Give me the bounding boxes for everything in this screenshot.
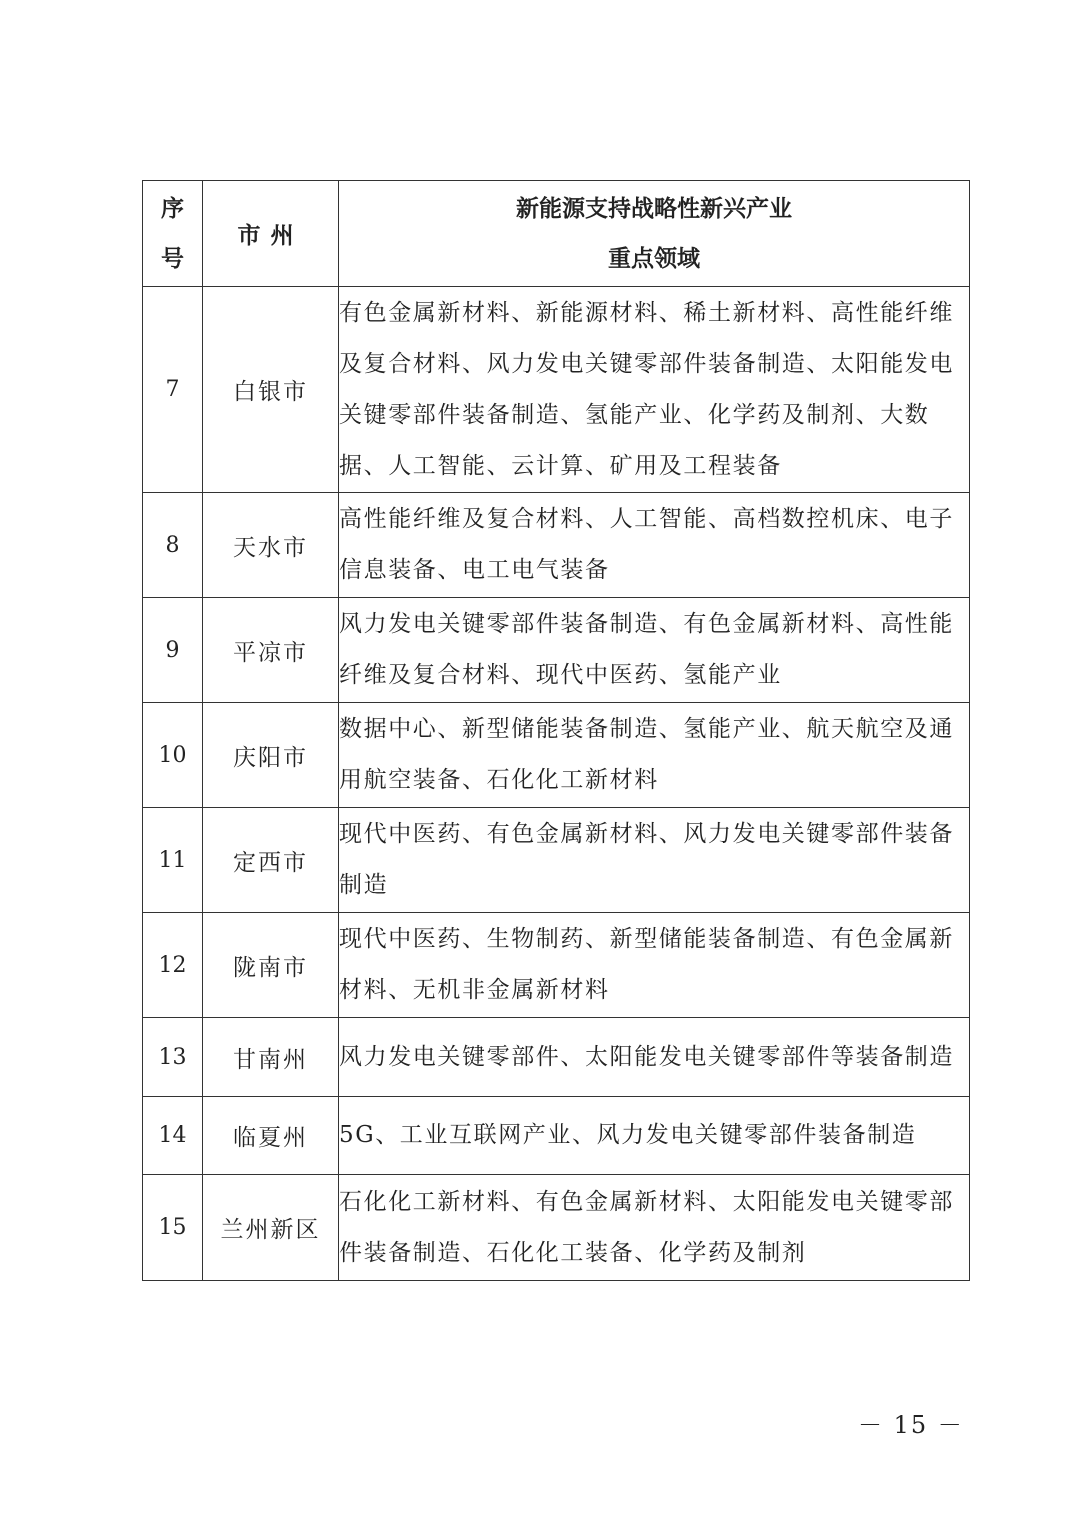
table-row — [143, 493, 970, 598]
header-seq-line1: 序 — [161, 195, 184, 222]
row-number: 9 — [143, 598, 203, 703]
table-row — [143, 703, 970, 808]
row-fields: 现代中医药、生物制药、新型储能装备制造、有色金属新材料、无机非金属新材料 — [339, 913, 970, 1018]
header-seq — [143, 181, 203, 287]
row-number: 7 — [143, 287, 203, 493]
table-header-row — [143, 181, 970, 287]
row-city: 天水市 — [203, 493, 339, 598]
table-row — [143, 808, 970, 913]
table-row — [143, 1097, 970, 1175]
row-fields: 现代中医药、有色金属新材料、风力发电关键零部件装备制造 — [339, 808, 970, 913]
row-city: 定西市 — [203, 808, 339, 913]
row-number: 13 — [143, 1018, 203, 1097]
row-fields: 5G、工业互联网产业、风力发电关键零部件装备制造 — [339, 1097, 970, 1175]
header-city: 市州 — [203, 181, 339, 287]
row-number: 10 — [143, 703, 203, 808]
industry-fields-table — [142, 180, 970, 1281]
header-field-line2: 重点领域 — [608, 245, 700, 272]
row-city: 兰州新区 — [203, 1175, 339, 1281]
row-fields: 石化化工新材料、有色金属新材料、太阳能发电关键零部件装备制造、石化化工装备、化学药及制剂 — [339, 1175, 970, 1281]
table-row — [143, 598, 970, 703]
row-city: 临夏州 — [203, 1097, 339, 1175]
table-row — [143, 1018, 970, 1097]
row-number: 11 — [143, 808, 203, 913]
row-number: 15 — [143, 1175, 203, 1281]
row-fields: 有色金属新材料、新能源材料、稀土新材料、高性能纤维及复合材料、风力发电关键零部件装备制造、太阳能发电关键零部件装备制造、氢能产业、化学药及制剂、大数据、人工智能、云计算、矿用及工程装备 — [339, 287, 970, 493]
row-city: 庆阳市 — [203, 703, 339, 808]
header-seq-line2: 号 — [161, 245, 184, 272]
row-fields: 风力发电关键零部件装备制造、有色金属新材料、高性能纤维及复合材料、现代中医药、氢能产业 — [339, 598, 970, 703]
row-number: 12 — [143, 913, 203, 1018]
row-city: 平凉市 — [203, 598, 339, 703]
table-row — [143, 913, 970, 1018]
header-field-line1: 新能源支持战略性新兴产业 — [516, 195, 792, 222]
row-number: 8 — [143, 493, 203, 598]
table-row — [143, 287, 970, 493]
row-fields: 风力发电关键零部件、太阳能发电关键零部件等装备制造 — [339, 1018, 970, 1097]
row-fields: 数据中心、新型储能装备制造、氢能产业、航天航空及通用航空装备、石化化工新材料 — [339, 703, 970, 808]
row-city: 甘南州 — [203, 1018, 339, 1097]
row-fields: 高性能纤维及复合材料、人工智能、高档数控机床、电子信息装备、电工电气装备 — [339, 493, 970, 598]
row-city: 陇南市 — [203, 913, 339, 1018]
row-number: 14 — [143, 1097, 203, 1175]
page-number: － 15 － — [858, 1411, 964, 1439]
row-city: 白银市 — [203, 287, 339, 493]
header-field — [339, 181, 970, 287]
table-row — [143, 1175, 970, 1281]
